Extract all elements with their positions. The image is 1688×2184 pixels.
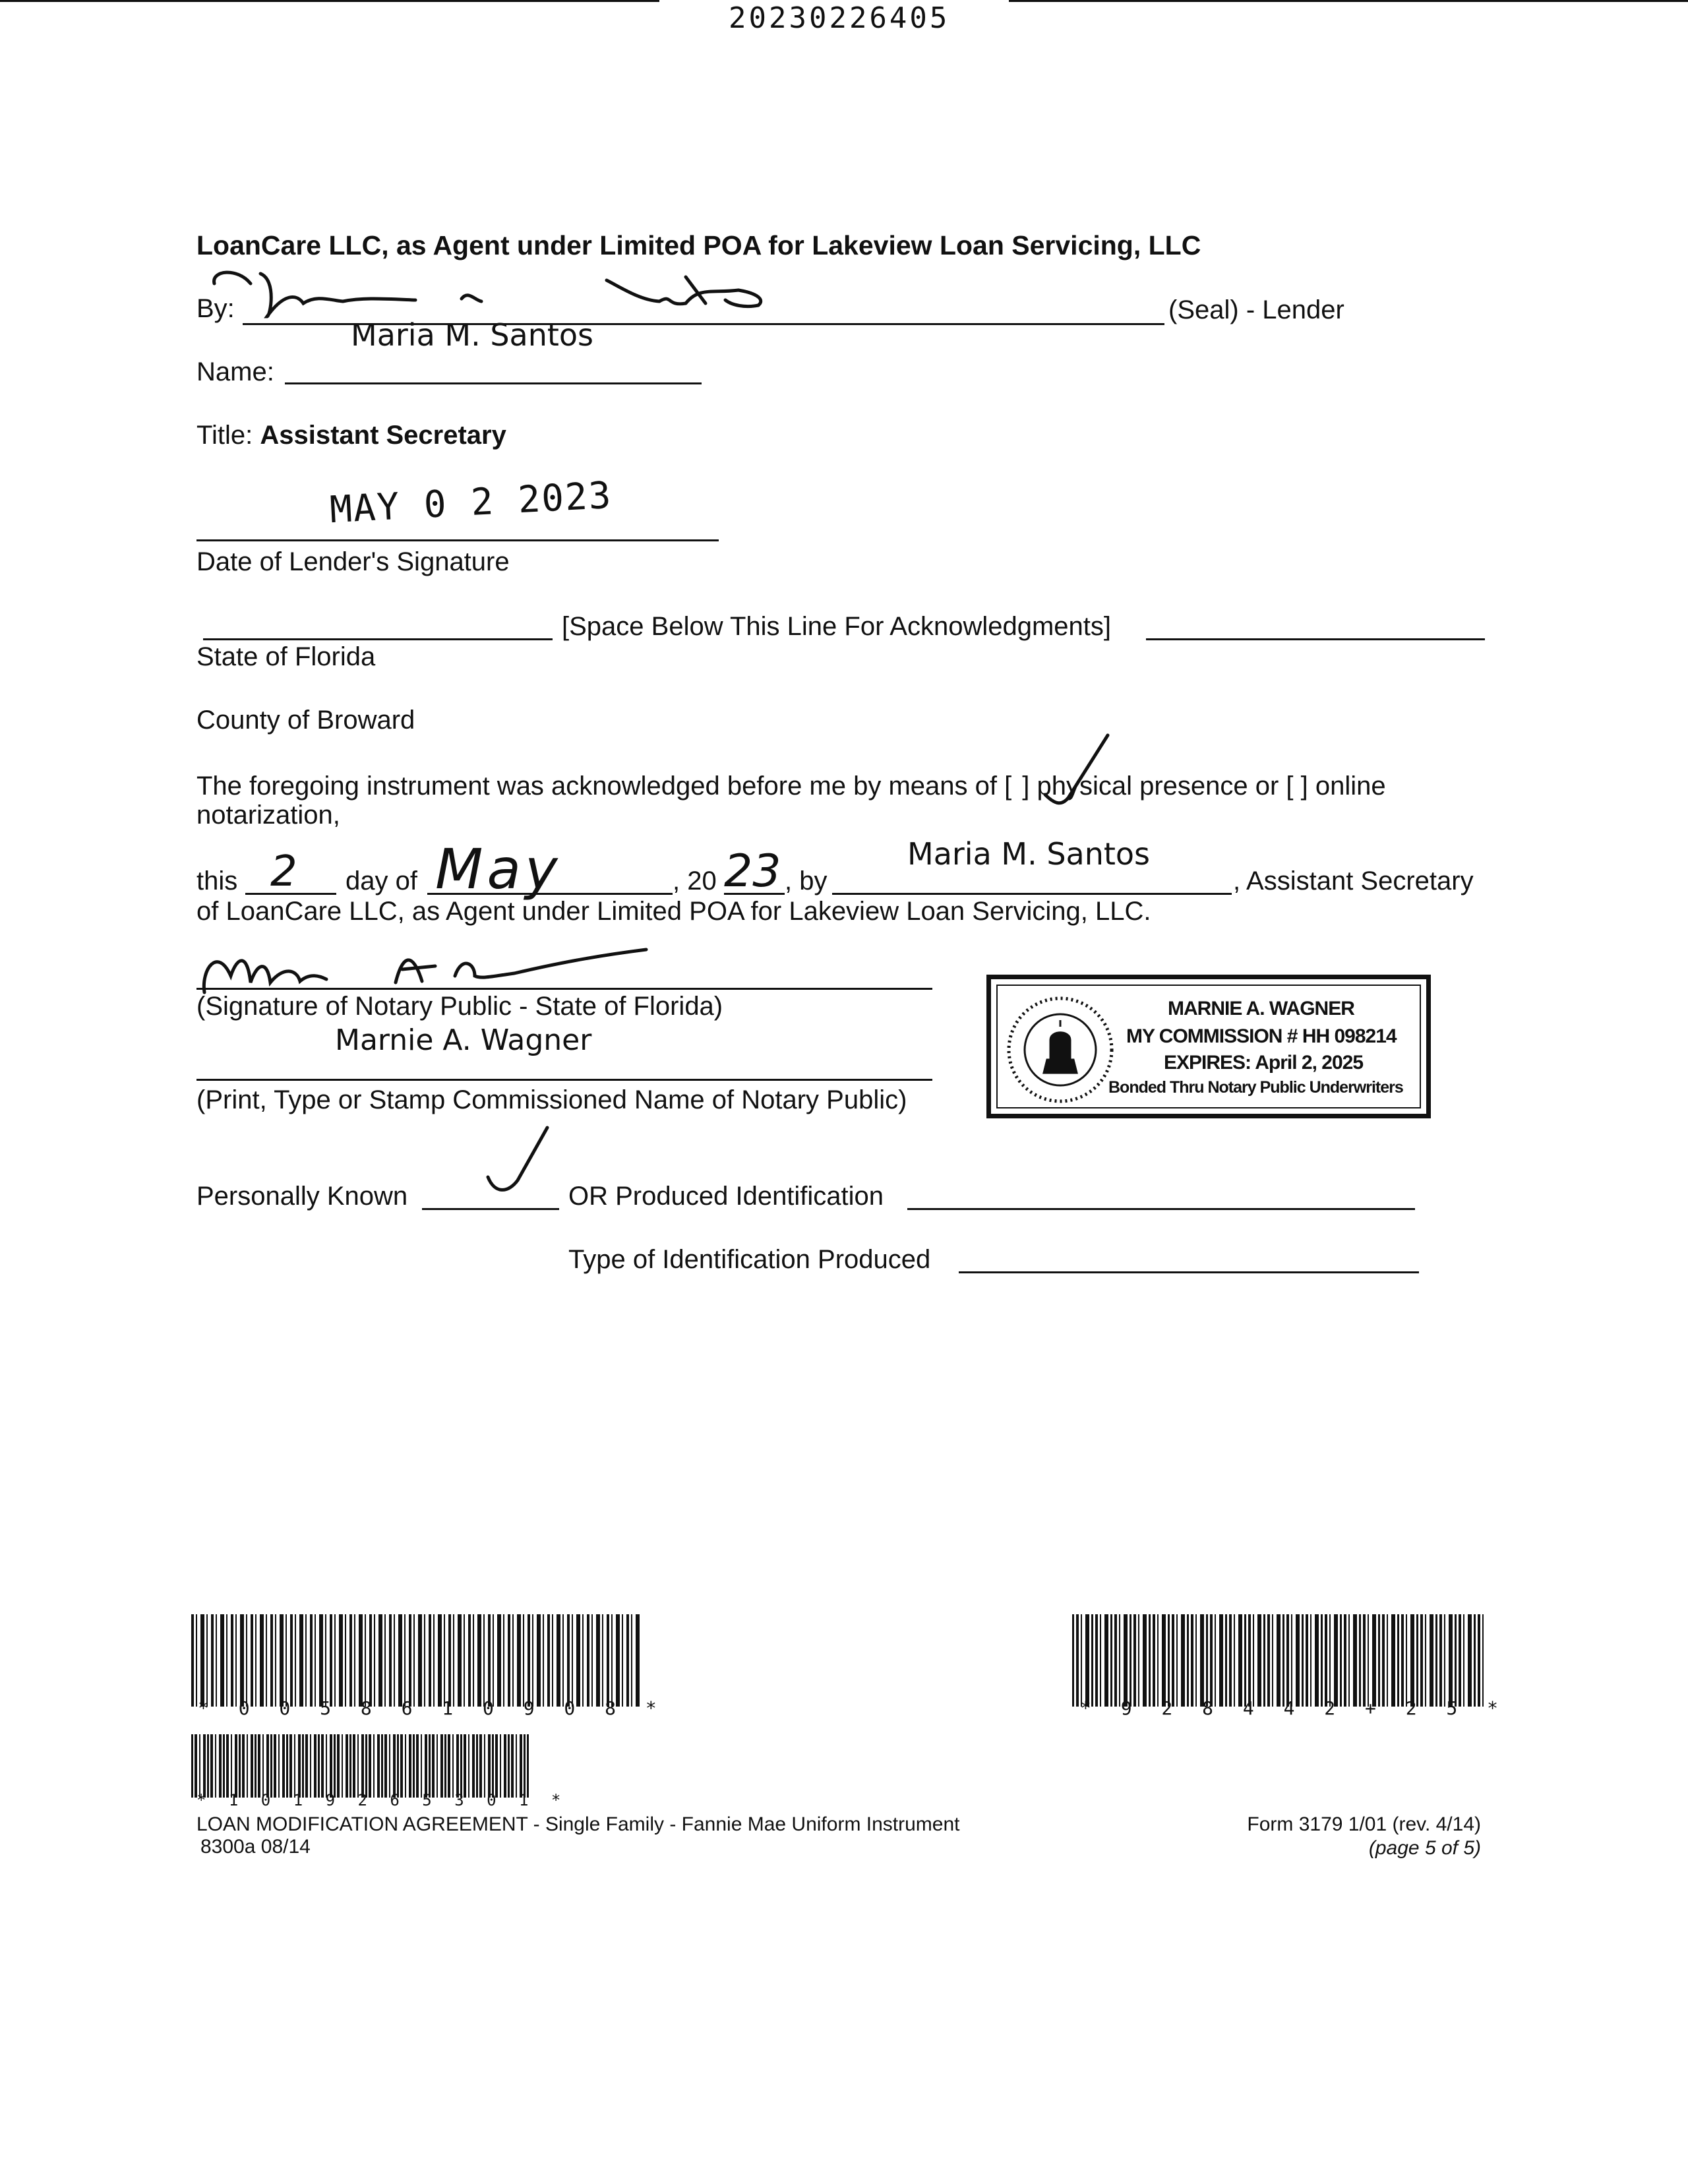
ack-sentence-line2: notarization,: [196, 801, 340, 830]
signer-name-handwritten: Maria M. Santos: [351, 317, 593, 353]
notary-signature-label: (Signature of Notary Public - State of Florida): [196, 992, 723, 1021]
notary-seal-icon: [1004, 994, 1116, 1106]
footer-form-title-main: LOAN MODIFICATION AGREEMENT: [196, 1813, 528, 1835]
year-value: 23: [724, 845, 781, 897]
lender-heading: LoanCare LLC, as Agent under Limited POA for Lakeview Loan Servicing, LLC: [196, 230, 1201, 260]
date-line: [196, 539, 719, 541]
notary-signature-line: [196, 988, 932, 990]
county-text: County of Broward: [196, 706, 415, 735]
ack-sentence-line1: [196, 773, 1386, 799]
capacity-text: , Assistant Secretary: [1233, 866, 1474, 895]
stamp-commission: MY COMMISSION # HH 098214: [1126, 1025, 1397, 1047]
by-label-ack: , by: [785, 866, 828, 895]
ack-by-name: Maria M. Santos: [907, 836, 1150, 872]
footer-form-code: 8300a 08/14: [200, 1836, 311, 1858]
barcode-right-top-digits: * 9 2 8 4 4 2 + 2 5 *: [1080, 1697, 1508, 1719]
recording-number: 20230226405: [729, 1, 950, 35]
notary-name-line: [196, 1079, 932, 1081]
month-value: May: [435, 837, 562, 901]
day-of-label: day of: [346, 866, 417, 895]
name-line: [285, 382, 702, 384]
footer-page-info: (page 5 of 5): [1368, 1837, 1481, 1859]
by-label: By:: [196, 294, 235, 323]
of-loancare-line: of LoanCare LLC, as Agent under Limited POA for Lakeview Loan Servicing, LLC.: [196, 897, 1151, 926]
date-stamp: MAY 0 2 2023: [328, 473, 613, 532]
barcode-right-top: [1072, 1614, 1485, 1707]
name-label: Name:: [196, 357, 274, 386]
title-label: [196, 422, 506, 448]
notary-name-handwritten: Marnie A. Wagner: [335, 1023, 592, 1057]
stamp-notary-name: MARNIE A. WAGNER: [1168, 998, 1354, 1019]
this-label: this: [196, 866, 238, 895]
footer-form-number: Form 3179 1/01 (rev. 4/14): [1247, 1813, 1481, 1835]
top-rule-left: [0, 0, 659, 2]
state-text: State of Florida: [196, 642, 376, 671]
date-label: Date of Lender's Signature: [196, 547, 510, 576]
ack-divider-text: [Space Below This Line For Acknowledgments]: [562, 612, 1112, 641]
physical-presence-checkmark-icon: [1042, 732, 1121, 811]
personally-known-line: [422, 1208, 559, 1210]
barcode-left-bottom: [191, 1734, 529, 1798]
id-type-label: Type of Identification Produced: [568, 1245, 931, 1274]
produced-id-line: [907, 1208, 1415, 1210]
produced-id-label: OR Produced Identification: [568, 1182, 884, 1211]
barcode-left-top: [191, 1614, 640, 1707]
ack-sentence-part1: The foregoing instrument was acknowledged before me by means of [: [196, 772, 1012, 801]
year-prefix: , 20: [673, 866, 717, 895]
footer-form-title: [196, 1815, 960, 1835]
barcode-left-top-digits: * 0 0 5 8 6 1 0 9 0 8 *: [198, 1697, 666, 1719]
notary-stamp: [986, 975, 1431, 1118]
footer-form-subtitle: - Single Family - Fannie Mae Uniform Instrument: [528, 1813, 960, 1835]
title-label-text: Title:: [196, 421, 253, 450]
personally-known-label: Personally Known: [196, 1182, 408, 1211]
stamp-expires: EXPIRES: April 2, 2025: [1164, 1052, 1364, 1074]
ack-rule-right: [1146, 638, 1485, 640]
id-type-line: [959, 1271, 1419, 1273]
stamp-bonded: Bonded Thru Notary Public Underwriters: [1108, 1078, 1403, 1097]
ack-rule-left: [203, 638, 553, 640]
barcode-left-bottom-digits: * 1 0 1 9 2 6 5 3 0 1 *: [196, 1791, 568, 1809]
by-name-line: [832, 893, 1232, 895]
seal-label: (Seal) - Lender: [1168, 295, 1344, 324]
personally-known-checkmark-icon: [481, 1121, 560, 1200]
day-value: 2: [270, 847, 297, 896]
notary-name-label: (Print, Type or Stamp Commissioned Name of Notary Public): [196, 1085, 907, 1114]
top-rule-right: [1009, 0, 1688, 2]
title-value: Assistant Secretary: [260, 421, 506, 450]
ack-sentence-part2: ] physical presence or [ ] online: [1022, 772, 1386, 801]
